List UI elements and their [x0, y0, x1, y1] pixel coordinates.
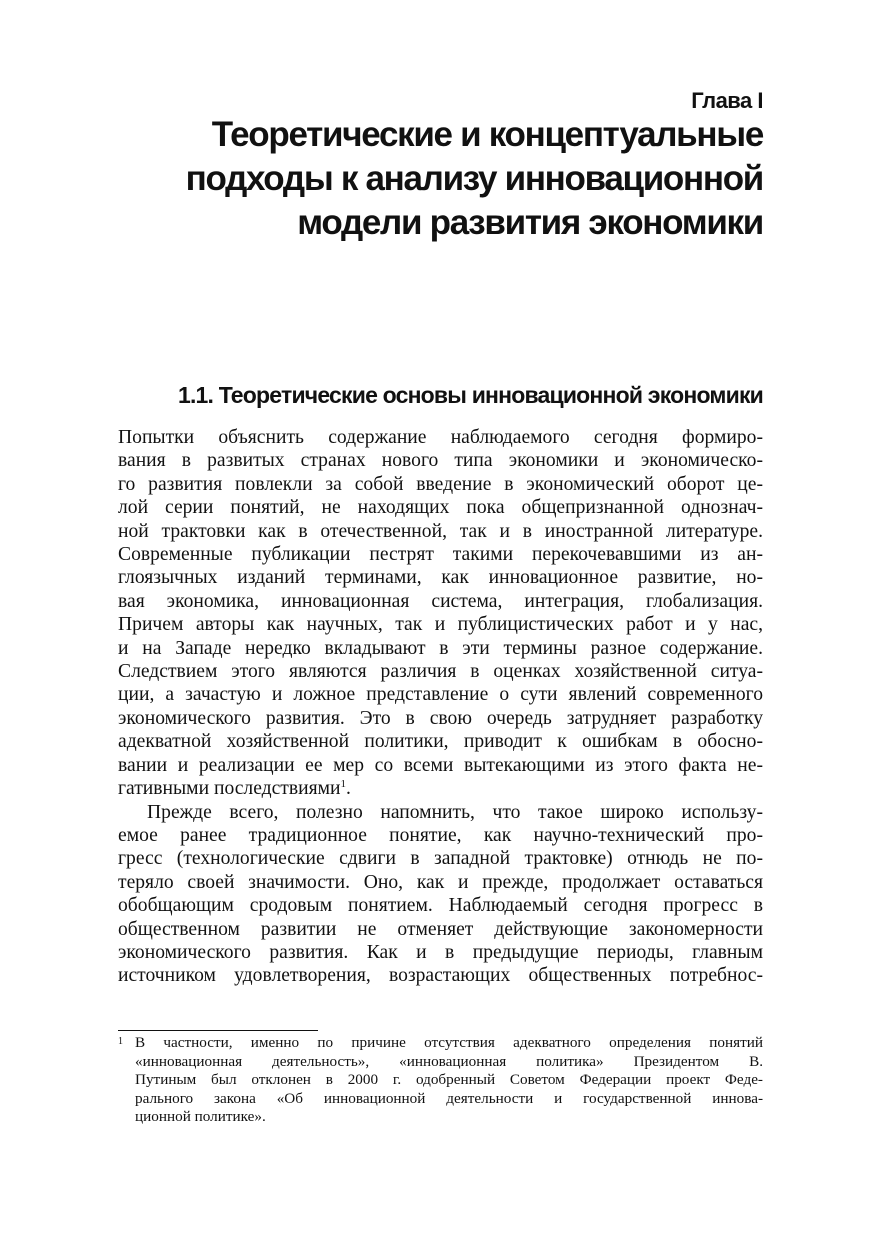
footnote-line: «инновационная деятельность», «инновационная политика» Президентом В. — [135, 1052, 763, 1070]
text-line: гресс (технологические сдвиги в западной трактовке) отнюдь не по- — [118, 848, 763, 870]
footnote-line: В частности, именно по причине отсутствия адекватного определения понятий — [135, 1034, 763, 1051]
text-line: источником удовлетворения, возрастающих общественных потребнос- — [118, 965, 763, 987]
footnote-reference[interactable]: 1 — [340, 778, 347, 791]
text-line: и на Западе нередко вкладывают в эти термины разное содержание. — [118, 637, 763, 659]
text-line-last — [118, 777, 763, 800]
footnote-line: рального закона «Об инновационной деятельности и государственной иннова- — [135, 1089, 763, 1107]
text-line: Причем авторы как научных, так и публицистических работ и у нас, — [118, 614, 763, 636]
text-line: вая экономика, инновационная система, интеграция, глобализация. — [118, 590, 763, 612]
body-text — [118, 426, 763, 988]
text-line: го развития повлекли за собой введение в экономический оборот це- — [118, 473, 763, 495]
text-line: емое ранее традиционное понятие, как научно-технический про- — [118, 824, 763, 846]
text-line: вании и реализации ее мер со всеми вытекающими из этого факта не- — [118, 754, 763, 776]
footnote — [118, 1034, 763, 1127]
text-line: ции, а зачастую и ложное представление о сути явлений современного — [118, 684, 763, 706]
footnote-line: ционной политике». — [135, 1108, 266, 1126]
text-line: адекватной хозяйственной политики, приводит к ошибкам в обосно- — [118, 731, 763, 753]
text-line: Следствием этого являются различия в оценках хозяйственной ситуа- — [118, 661, 763, 683]
text-line: ной трактовки как в отечественной, так и в иностранной литературе. — [118, 520, 763, 542]
text-fragment: . — [346, 778, 351, 800]
chapter-title-line: Теоретические и концептуальные — [211, 115, 763, 154]
chapter-title-line: подходы к анализу инновационной — [185, 159, 763, 198]
footnote-divider — [118, 1030, 318, 1031]
text-line: глоязычных изданий терминами, как инновационное развитие, но- — [118, 567, 763, 589]
footnote-body — [135, 1034, 763, 1127]
text-fragment: гативными последствиями — [118, 778, 341, 800]
text-line: обобщающим сродовым понятием. Наблюдаемый сегодня прогресс в — [118, 895, 763, 917]
text-line: общественном развитии не отменяет действующие закономерности — [118, 918, 763, 940]
text-line: теряло своей значимости. Оно, как и прежде, продолжает оставаться — [118, 871, 763, 893]
footnote-mark: 1 — [118, 1036, 123, 1047]
paragraph-2 — [118, 801, 763, 988]
text-line: Прежде всего, полезно напомнить, что такое широко использу- — [147, 801, 763, 823]
section-title: 1.1. Теоретические основы инновационной экономики — [177, 382, 763, 408]
text-line: Современные публикации пестрят такими перекочевавшими из ан- — [118, 544, 763, 566]
footnote-line: Путиным был отклонен в 2000 г. одобренный Советом Федерации проект Феде- — [135, 1071, 763, 1089]
text-line: экономического развития. Это в свою очередь затрудняет разработку — [118, 707, 763, 729]
document-page — [118, 0, 763, 1240]
paragraph-1 — [118, 426, 763, 801]
text-line: Попытки объяснить содержание наблюдаемого сегодня формиро- — [118, 427, 763, 448]
text-line: вания в развитых странах нового типа экономики и экономическо- — [118, 450, 763, 472]
chapter-title-line: модели развития экономики — [297, 203, 763, 242]
chapter-title — [118, 113, 763, 245]
text-line: лой серии понятий, не находящих пока общепризнанной однознач- — [118, 497, 763, 519]
text-line: экономического развития. Как и в предыдущие периоды, главным — [118, 941, 763, 963]
chapter-label: Глава I — [691, 88, 763, 113]
